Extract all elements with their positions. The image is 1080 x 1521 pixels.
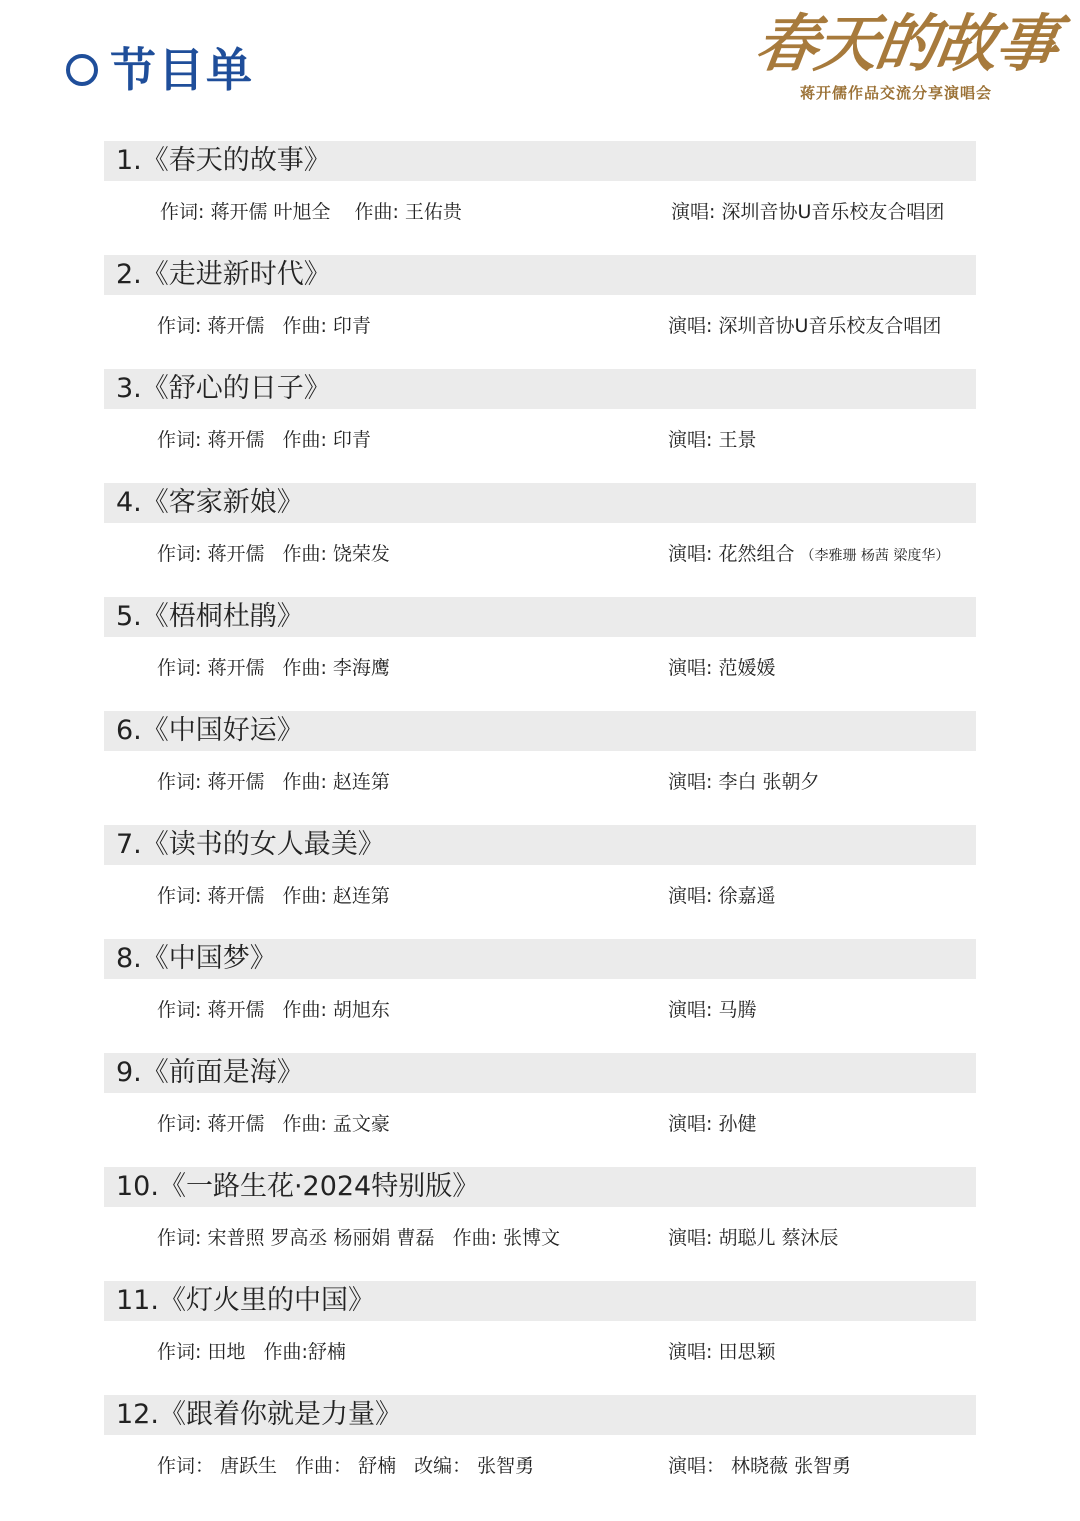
program-item (0, 1167, 1080, 1281)
performer-name: 演唱: 田思颖 (668, 1341, 776, 1363)
credits (157, 425, 371, 455)
composer: 作曲: 赵连第 (282, 885, 390, 907)
lyricist: 作词： 唐跃生 (157, 1455, 278, 1477)
program-item (0, 255, 1080, 369)
performer (668, 881, 775, 911)
lyricist: 作词: 蒋开儒 (157, 657, 265, 679)
program-item (0, 711, 1080, 825)
lyricist: 作词: 宋普照 罗高丞 杨丽娟 曹磊 (157, 1227, 435, 1249)
performer-name: 演唱: 花然组合 (668, 543, 795, 565)
composer: 作曲: 印青 (282, 315, 371, 337)
composer: 作曲: 孟文豪 (282, 1113, 390, 1135)
performer (668, 653, 775, 683)
program-item (0, 939, 1080, 1053)
song-title: 6.《中国好运》 (116, 715, 304, 746)
performer-name: 演唱: 王景 (668, 429, 757, 451)
song-title: 3.《舒心的日子》 (116, 373, 331, 404)
performer-name: 演唱: 孙健 (668, 1113, 757, 1135)
performer-name: 演唱: 李白 张朝夕 (668, 771, 820, 793)
page-title: 节目单 (110, 43, 254, 97)
composer: 作曲:舒楠 (263, 1341, 346, 1363)
performer-name: 演唱: 深圳音协U音乐校友合唱团 (668, 315, 942, 337)
credits (157, 311, 371, 341)
credits (157, 995, 390, 1025)
lyricist: 作词: 蒋开儒 (157, 429, 265, 451)
song-title: 8.《中国梦》 (116, 943, 277, 974)
performer-name: 演唱: 范媛媛 (668, 657, 776, 679)
credits (157, 1109, 390, 1139)
lyricist: 作词: 蒋开儒 (157, 1113, 265, 1135)
composer: 作曲: 饶荣发 (282, 543, 390, 565)
composer: 作曲: 李海鹰 (282, 657, 390, 679)
performer-name: 演唱： 林晓薇 张智勇 (668, 1455, 852, 1477)
song-title: 5.《梧桐杜鹃》 (116, 601, 304, 632)
song-title: 2.《走进新时代》 (116, 259, 331, 290)
composer: 作曲： 舒楠 (295, 1455, 397, 1477)
program-item (0, 1053, 1080, 1167)
concert-logo (750, 2, 1062, 112)
performer (668, 1109, 756, 1139)
lyricist: 作词: 蒋开儒 (157, 999, 265, 1021)
composer: 作曲: 张博文 (452, 1227, 561, 1249)
program-item (0, 825, 1080, 939)
performer (668, 995, 756, 1025)
performer-name: 演唱: 徐嘉遥 (668, 885, 776, 907)
program-item (0, 1281, 1080, 1395)
program-item (0, 597, 1080, 711)
credits (157, 539, 390, 569)
lyricist: 作词: 蒋开儒 叶旭全 (160, 201, 331, 223)
performer-name: 演唱: 马腾 (668, 999, 757, 1021)
performer (668, 1223, 838, 1253)
circle-icon (66, 54, 98, 86)
song-title: 11.《灯火里的中国》 (116, 1285, 375, 1316)
header (0, 0, 1080, 130)
performer (668, 1337, 775, 1367)
lyricist: 作词: 蒋开儒 (157, 543, 265, 565)
performer-name: 演唱: 胡聪儿 蔡沐辰 (668, 1227, 839, 1249)
song-title: 12.《跟着你就是力量》 (116, 1399, 402, 1430)
performer (668, 311, 941, 341)
program-item (0, 141, 1080, 255)
credits (157, 653, 390, 683)
lyricist: 作词: 蒋开儒 (157, 885, 265, 907)
composer: 作曲: 胡旭东 (282, 999, 390, 1021)
performer (668, 767, 819, 797)
composer: 作曲: 王佑贵 (354, 201, 462, 223)
credits (157, 881, 390, 911)
program-item (0, 1395, 1080, 1509)
performer (668, 1451, 851, 1481)
credits (160, 197, 462, 227)
performer (668, 425, 756, 455)
song-title: 7.《读书的女人最美》 (116, 829, 385, 860)
composer: 作曲: 赵连第 (282, 771, 390, 793)
logo-main-text: 春天的故事 (750, 7, 1062, 80)
performer-members: （李雅珊 杨茜 梁度华） (800, 548, 950, 564)
song-title: 10.《一路生花·2024特别版》 (116, 1171, 480, 1202)
lyricist: 作词: 蒋开儒 (157, 315, 265, 337)
performer (671, 197, 944, 227)
program-item (0, 369, 1080, 483)
credits (157, 1451, 534, 1481)
title-block (66, 40, 254, 100)
lyricist: 作词: 蒋开儒 (157, 771, 265, 793)
arranger: 改编： 张智勇 (414, 1455, 535, 1477)
performer (668, 539, 949, 569)
song-title: 4.《客家新娘》 (116, 487, 304, 518)
song-title: 1.《春天的故事》 (116, 145, 331, 176)
credits (157, 1337, 346, 1367)
program-list (0, 141, 1080, 1509)
credits (157, 767, 390, 797)
composer: 作曲: 印青 (282, 429, 371, 451)
lyricist: 作词: 田地 (157, 1341, 246, 1363)
song-title: 9.《前面是海》 (116, 1057, 304, 1088)
logo-sub-text: 蒋开儒作品交流分享演唱会 (799, 84, 992, 102)
credits (157, 1223, 560, 1253)
performer-name: 演唱: 深圳音协U音乐校友合唱团 (671, 201, 945, 223)
program-item (0, 483, 1080, 597)
